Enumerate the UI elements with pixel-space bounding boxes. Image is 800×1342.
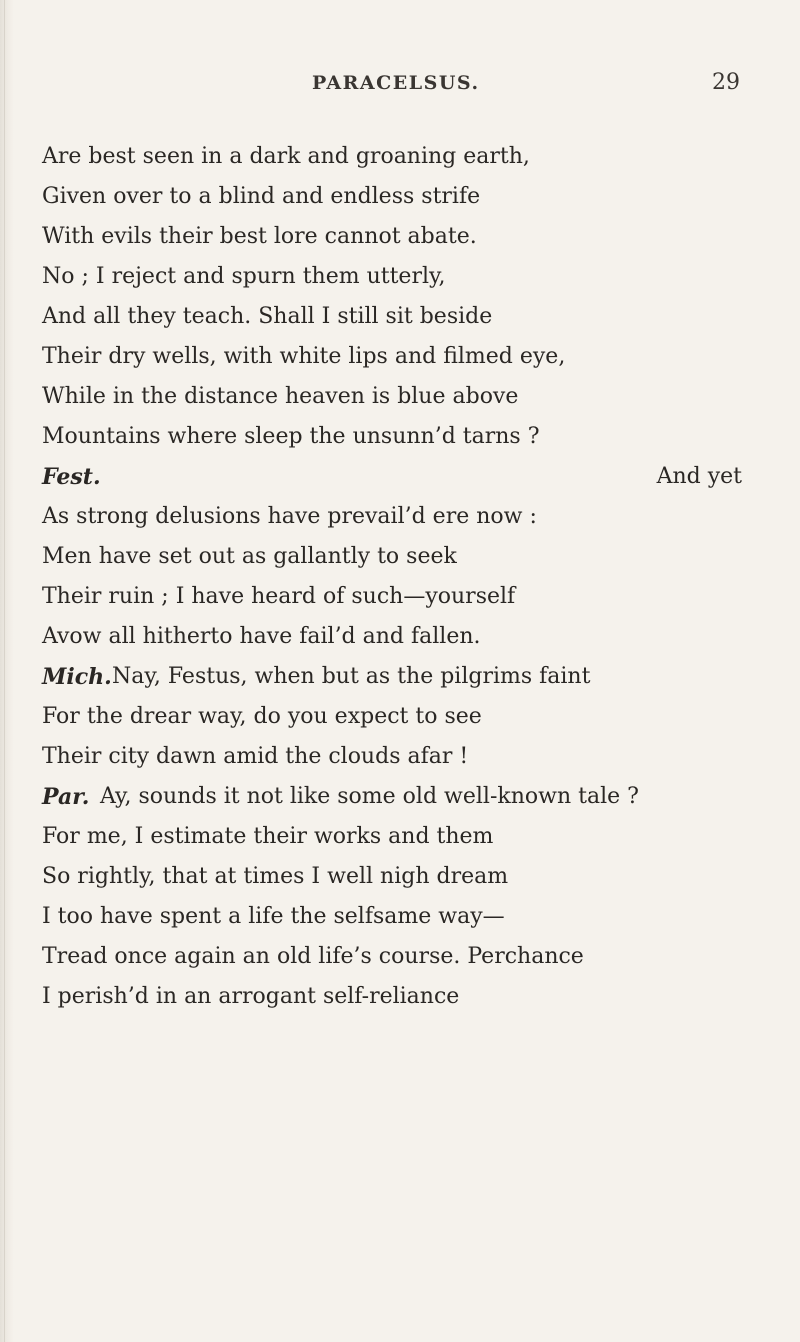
verse-line-text: While in the distance heaven is blue above [42,384,519,409]
verse-line [0,297,800,337]
verse-line [0,697,800,737]
speaker-name: Par. [42,784,90,810]
verse-body [0,137,800,1017]
verse-line [0,977,800,1017]
verse-line [0,217,800,257]
verse-line-text: Nay, Festus, when but as the pilgrims faint [112,664,591,689]
verse-line [0,937,800,977]
speaker-name: Fest. [42,464,101,490]
verse-line-text: Avow all hitherto have fail’d and fallen. [42,624,481,649]
verse-line-text: Ay, sounds it not like some old well-known tale ? [100,784,639,809]
verse-line-text: And all they teach. Shall I still sit beside [42,304,493,329]
verse-line [0,417,800,457]
verse-line [0,577,800,617]
verse-line [0,137,800,177]
verse-line [0,737,800,777]
verse-line [0,617,800,657]
verse-line-text: I perish’d in an arrogant self-reliance [42,984,460,1009]
speaker-line [0,657,800,697]
page-number: 29 [712,70,740,95]
verse-line-text: Are best seen in a dark and groaning earth, [42,144,530,169]
verse-line-text: Tread once again an old life’s course. Perchance [42,944,584,969]
verse-line [0,257,800,297]
verse-line [0,897,800,937]
verse-line-text: Their city dawn amid the clouds afar ! [42,744,469,769]
verse-line-text: Men have set out as gallantly to seek [42,544,457,569]
verse-line-text: I too have spent a life the selfsame way— [42,904,505,929]
verse-line-text: Their dry wells, with white lips and filmed eye, [42,344,566,369]
verse-line-text: For the drear way, do you expect to see [42,704,482,729]
speaker-line [0,777,800,817]
verse-line [0,497,800,537]
verse-line-text: And yet [656,464,742,489]
verse-line-text: No ; I reject and spurn them utterly, [42,264,446,289]
speaker-name: Mich. [42,664,112,690]
verse-line-text: Given over to a blind and endless strife [42,184,481,209]
verse-line [0,337,800,377]
speaker-line [0,457,800,497]
verse-line [0,817,800,857]
verse-line [0,537,800,577]
verse-line [0,377,800,417]
verse-line-text: Mountains where sleep the unsunn’d tarns ? [42,424,540,449]
verse-line-text: For me, I estimate their works and them [42,824,494,849]
verse-line-text: So rightly, that at times I well nigh dream [42,864,509,889]
verse-line [0,857,800,897]
verse-line-text: As strong delusions have prevail’d ere now : [42,504,537,529]
verse-line-text: Their ruin ; I have heard of such—yourself [42,584,516,609]
running-title: PARACELSUS. [312,72,480,94]
page-header [40,72,740,102]
verse-line-text: With evils their best lore cannot abate. [42,224,477,249]
verse-line [0,177,800,217]
